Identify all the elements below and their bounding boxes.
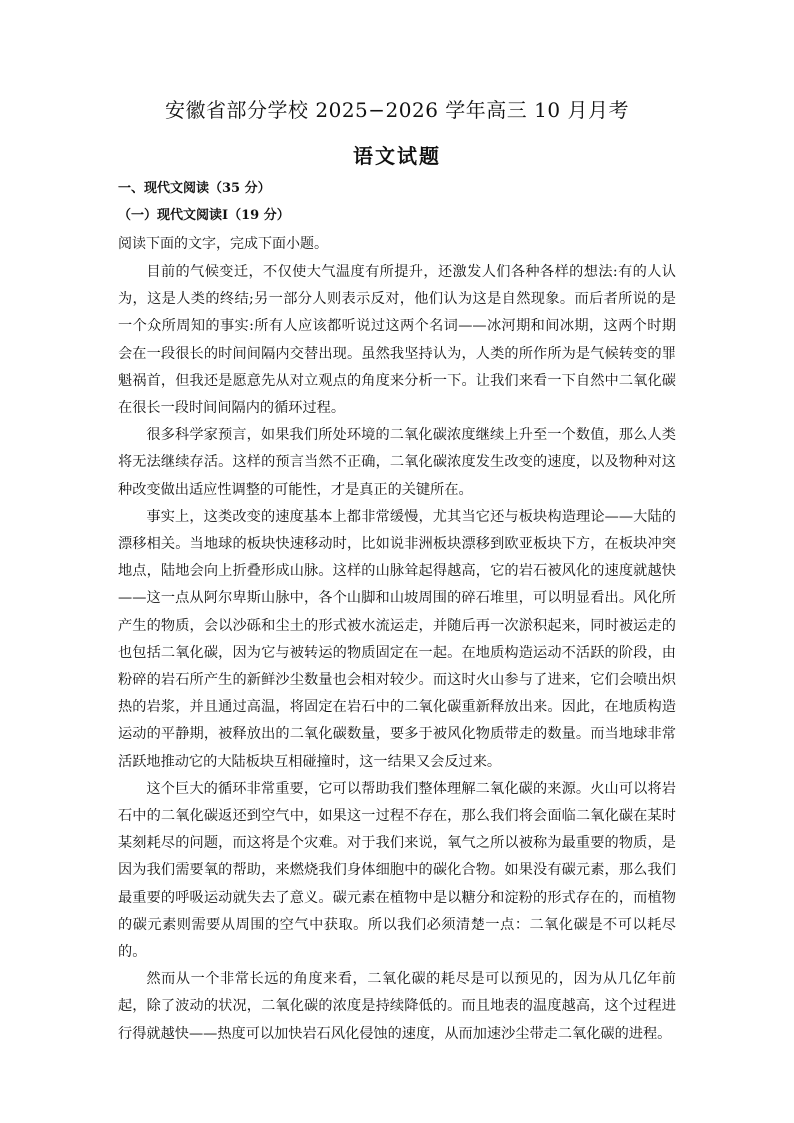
exam-title: 安徽省部分学校 2025−2026 学年高三 10 月月考 (165, 98, 629, 122)
passage-paragraph-4: 这个巨大的循环非常重要，它可以帮助我们整体理解二氧化碳的来源。火山可以将岩石中的二氧化碳返还到空气中，如果这一过程不存在，那么我们将会面临二氧化碳在某时某刻耗尽的问题，而这将是个灾难。对于我们来说，氧气之所以被称为最重要的物质，是因为我们需要氧的帮助，来燃烧我们身体细胞中的碳化合物。如果没有碳元素，那么我们最重要的呼吸运动就失去了意义。碳元素在植物中是以糖分和淀粉的形式存在的，而植物的碳元素则需要从周围的空气中获取。所以我们必须清楚一点：二氧化碳是不可以耗尽的。 (118, 780, 676, 961)
section-heading-modern-reading: 一、现代文阅读（35 分） (118, 181, 271, 196)
exam-subject-title: 语文试题 (353, 144, 441, 168)
reading-instruction: 阅读下面的文字，完成下面小题。 (118, 236, 328, 252)
passage-paragraph-1: 目前的气候变迁，不仅使大气温度有所提升，还激发人们各种各样的想法:有的人认为，这是人类的终结;另一部分人则表示反对，他们认为这是自然现象。而后者所说的是一个众所周知的事实:所有人应该都听说过这两个名词——冰河期和间冰期，这两个时期会在一段很长的时间间隔内交替出现。虽然我坚持认为，人类的所作所为是气候转变的罪魁祸首，但我还是愿意先从对立观点的角度来分析一下。让我们来看一下自然中二氧化碳在很长一段时间间隔内的循环过程。 (118, 264, 676, 417)
reading-passage (118, 259, 676, 1048)
passage-paragraph-5: 然而从一个非常长远的角度来看，二氧化碳的耗尽是可以预见的，因为从几亿年前起，除了波动的状况，二氧化碳的浓度是持续降低的。而且地表的温度越高，这个过程进行得就越快——热度可以加快岩石风化侵蚀的速度，从而加速沙尘带走二氧化碳的进程。 (118, 971, 676, 1042)
section-subheading-reading-1: （一）现代文阅读Ⅰ（19 分） (118, 208, 290, 223)
passage-paragraph-2: 很多科学家预言，如果我们所处环境的二氧化碳浓度继续上升至一个数值，那么人类将无法继续存活。这样的预言当然不正确，二氧化碳浓度发生改变的速度，以及物种对这种改变做出适应性调整的可能性，才是真正的关键所在。 (118, 427, 676, 498)
passage-paragraph-3: 事实上，这类改变的速度基本上都非常缓慢，尤其当它还与板块构造理论——大陆的漂移相关。当地球的板块快速移动时，比如说非洲板块漂移到欧亚板块下方，在板块冲突地点，陆地会向上折叠形成山脉。这样的山脉耸起得越高，它的岩石被风化的速度就越快——这一点从阿尔卑斯山脉中，各个山脚和山坡周围的碎石堆里，可以明显看出。风化所产生的物质，会以沙砾和尘土的形式被水流运走，并随后再一次淤积起来，同时被运走的也包括二氧化碳，因为它与被转运的物质固定在一起。在地质构造运动不活跃的阶段，由粉碎的岩石所产生的新鲜沙尘数量也会相对较少。而这时火山参与了进来，它们会喷出炽热的岩浆，并且通过高温，将固定在岩石中的二氧化碳重新释放出来。因此，在地质构造运动的平静期，被释放出的二氧化碳数量，要多于被风化物质带走的数量。而当地球非常活跃地推动它的大陆板块互相碰撞时，这一结果又会反过来。 (118, 508, 676, 770)
